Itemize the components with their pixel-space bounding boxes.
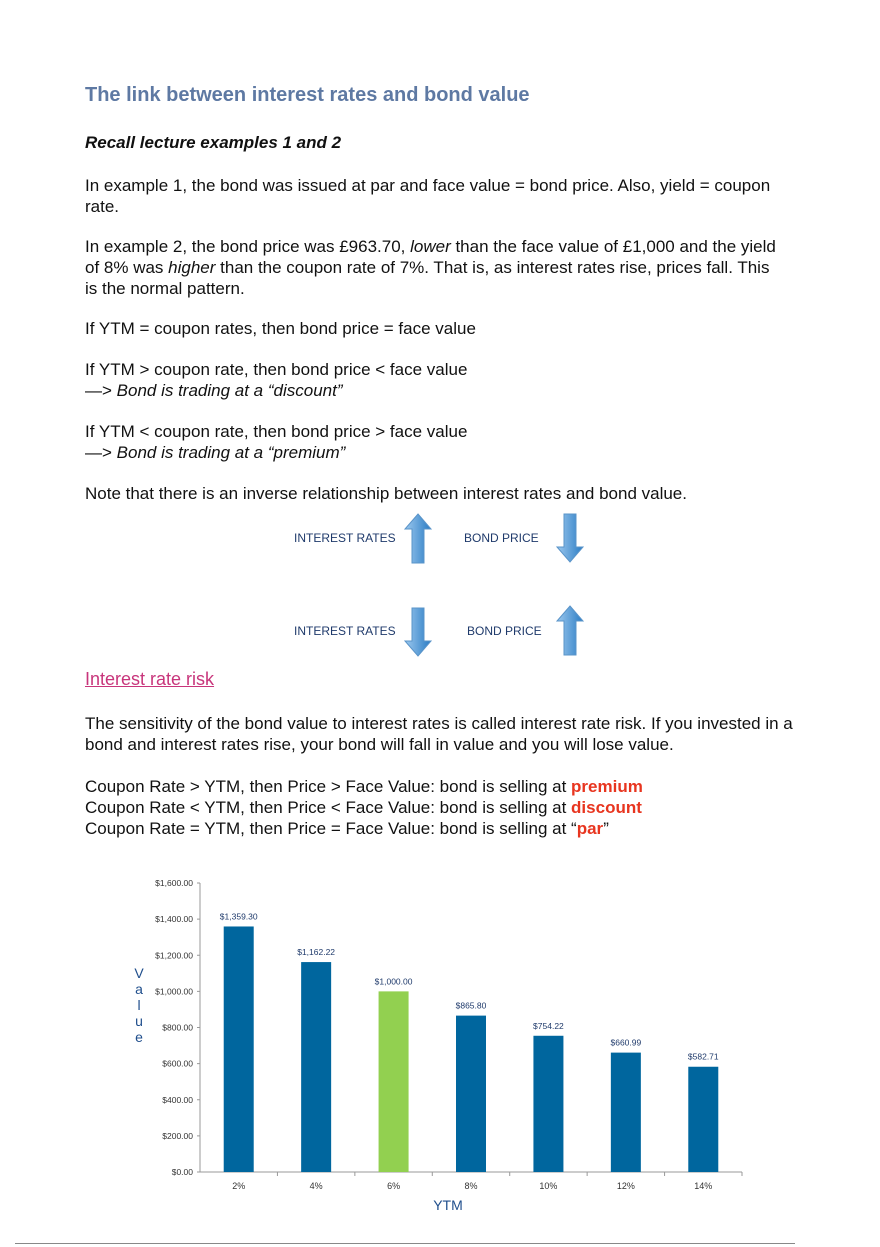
risk-paragraph: The sensitivity of the bond value to interest rates is called interest rate risk. If you invested in a bond and interest rates rise, your bond will fall in value and you will lose value. bbox=[85, 714, 793, 754]
bar-6% bbox=[379, 991, 409, 1172]
bar-8% bbox=[456, 1016, 486, 1172]
y-tick-label: $200.00 bbox=[162, 1130, 193, 1141]
x-tick-label: 8% bbox=[464, 1181, 478, 1191]
data-label: $1,359.30 bbox=[219, 911, 258, 922]
data-label: $754.22 bbox=[533, 1020, 564, 1031]
data-label: $660.99 bbox=[610, 1037, 642, 1048]
y-axis-title-letter: l bbox=[137, 997, 141, 1013]
footer-rule bbox=[15, 1243, 795, 1244]
data-label: $1,000.00 bbox=[374, 976, 413, 987]
y-tick-label: $1,200.00 bbox=[155, 950, 193, 961]
diagram-label-bond-price: BOND PRICE bbox=[464, 531, 539, 545]
bar-12% bbox=[611, 1053, 641, 1172]
y-tick-label: $1,600.00 bbox=[155, 878, 193, 888]
bar-2% bbox=[224, 926, 254, 1172]
rule-equal: If YTM = coupon rates, then bond price = face value bbox=[85, 319, 476, 338]
paragraph-example-2: In example 2, the bond price was £963.70, lower than the face value of £1,000 and the yield of 8% was higher than the coupon rate of 7%. That is, as interest rates rise, prices fall. This is the normal pattern. bbox=[85, 237, 776, 298]
bar-10% bbox=[533, 1036, 563, 1172]
paragraph-example-1: In example 1, the bond was issued at par and face value = bond price. Also, yield = coupon rate. bbox=[85, 176, 771, 216]
y-tick-label: $400.00 bbox=[162, 1094, 193, 1105]
inverse-note: Note that there is an inverse relationship between interest rates and bond value. bbox=[85, 484, 687, 503]
coupon-rules bbox=[85, 776, 815, 839]
y-tick-label: $0.00 bbox=[171, 1167, 193, 1177]
data-label: $865.80 bbox=[455, 1000, 487, 1011]
diagram-label-interest-rates: INTEREST RATES bbox=[294, 531, 396, 545]
y-axis-title-letter: e bbox=[135, 1029, 143, 1045]
arrow-up-icon bbox=[555, 605, 585, 657]
page-title: The link between interest rates and bond value bbox=[85, 84, 530, 106]
y-tick-label: $1,400.00 bbox=[155, 914, 193, 925]
coupon-rule-par: Coupon Rate = YTM, then Price = Face Value: bond is selling at “par” bbox=[85, 819, 609, 838]
y-axis-title-letter: u bbox=[135, 1013, 143, 1029]
section-heading-interest-rate-risk: Interest rate risk bbox=[85, 669, 215, 689]
rule-discount: If YTM > coupon rate, then bond price < face value —> Bond is trading at a “discount” bbox=[85, 360, 468, 400]
arrow-down-icon bbox=[555, 513, 585, 563]
data-label: $582.71 bbox=[687, 1051, 719, 1062]
y-axis-title-letter: a bbox=[135, 981, 143, 997]
bar-14% bbox=[688, 1067, 718, 1172]
x-tick-label: 2% bbox=[232, 1181, 246, 1191]
x-tick-label: 12% bbox=[616, 1181, 635, 1191]
coupon-rule-discount: Coupon Rate < YTM, then Price < Face Value: bond is selling at discount bbox=[85, 798, 642, 817]
diagram-label-bond-price: BOND PRICE bbox=[467, 624, 542, 638]
x-tick-label: 14% bbox=[694, 1181, 713, 1191]
y-tick-label: $1,000.00 bbox=[155, 986, 193, 997]
diagram-label-interest-rates: INTEREST RATES bbox=[294, 624, 396, 638]
arrow-down-icon bbox=[403, 607, 433, 657]
arrow-up-icon bbox=[403, 513, 433, 565]
x-tick-label: 10% bbox=[539, 1181, 558, 1191]
y-axis-title-letter: V bbox=[134, 965, 144, 981]
y-tick-label: $600.00 bbox=[162, 1058, 193, 1069]
rule-premium: If YTM < coupon rate, then bond price > face value —> Bond is trading at a “premium” bbox=[85, 422, 468, 462]
x-tick-label: 6% bbox=[387, 1181, 401, 1191]
x-tick-label: 4% bbox=[309, 1181, 323, 1191]
coupon-rule-premium: Coupon Rate > YTM, then Price > Face Value: bond is selling at premium bbox=[85, 777, 643, 796]
y-tick-label: $800.00 bbox=[162, 1022, 193, 1033]
x-axis-title: YTM bbox=[433, 1197, 463, 1213]
data-label: $1,162.22 bbox=[297, 947, 336, 958]
subtitle: Recall lecture examples 1 and 2 bbox=[85, 133, 342, 152]
bar-4% bbox=[301, 962, 331, 1172]
